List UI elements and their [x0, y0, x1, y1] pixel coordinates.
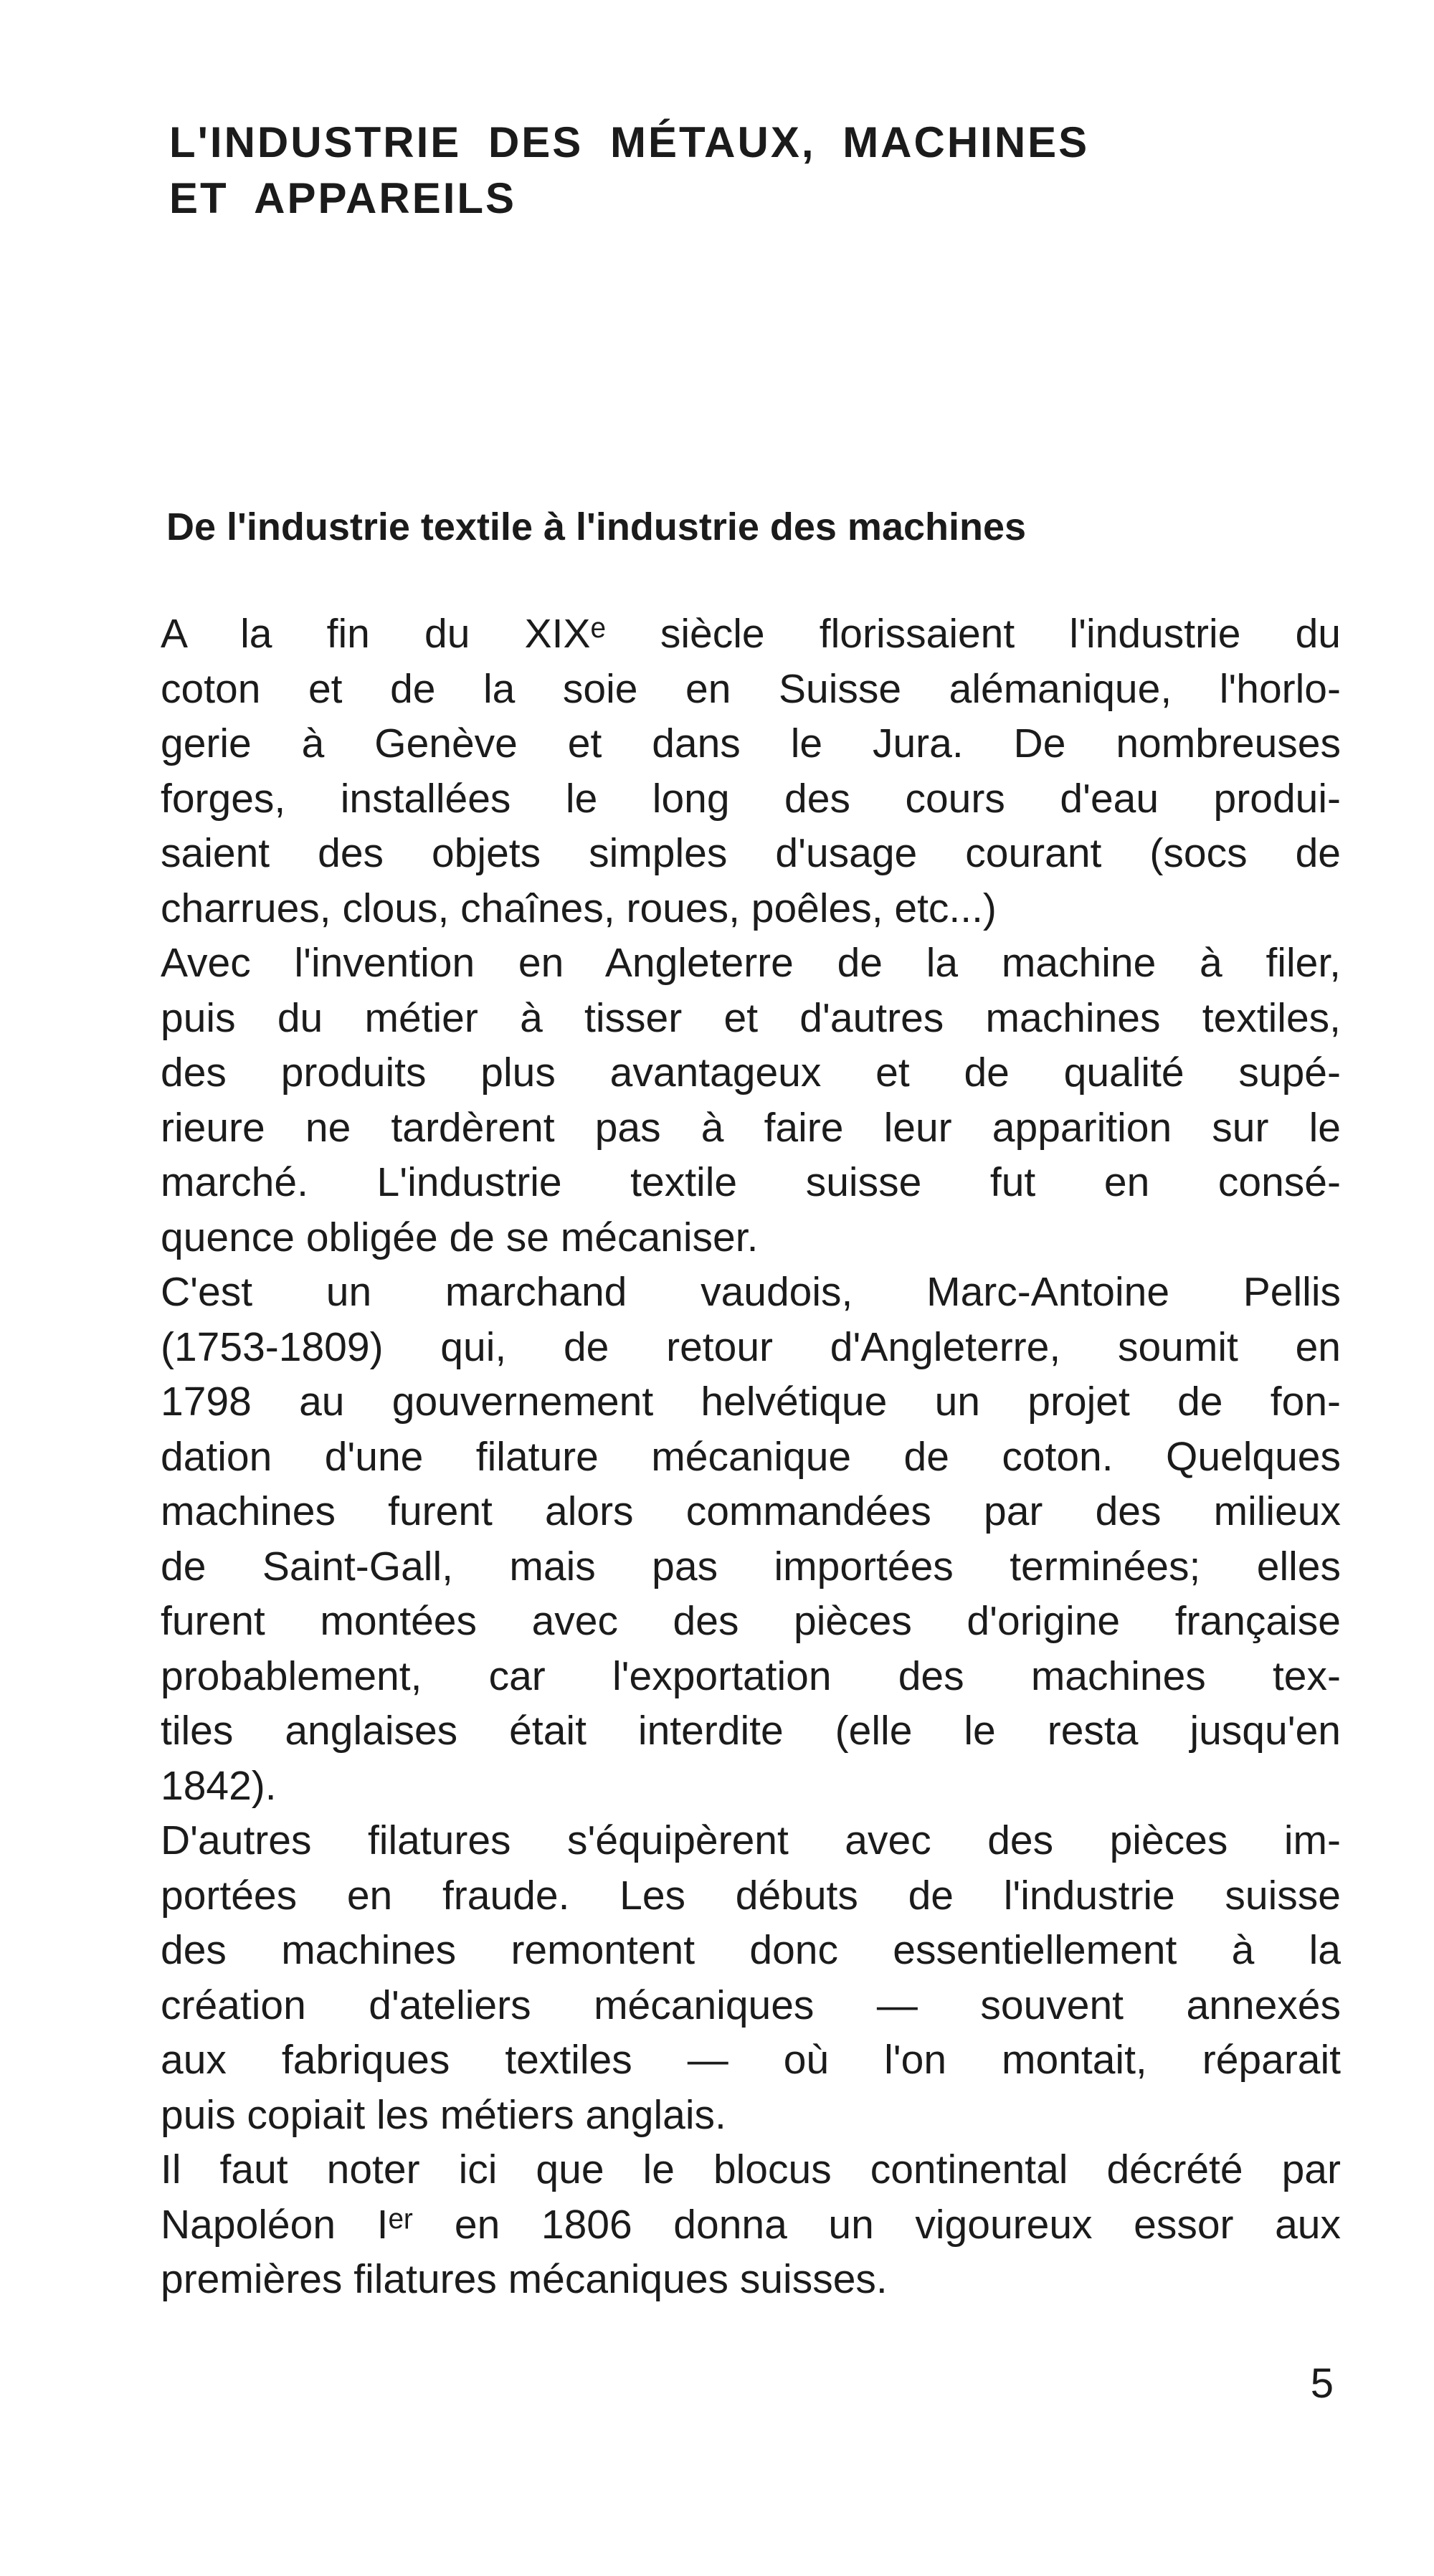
- text-line: machines furent alors commandées par des milieux: [161, 1488, 1341, 1534]
- text-line: charrues, clous, chaînes, roues, poêles, etc...): [161, 885, 997, 931]
- text-line: C'est un marchand vaudois, Marc-Antoine Pellis: [161, 1269, 1341, 1315]
- text-line: Avec l'invention en Angleterre de la machine à filer,: [161, 940, 1341, 986]
- chapter-title: [169, 115, 1173, 227]
- chapter-title-line: ET APPAREILS: [169, 174, 517, 222]
- text-line: Il faut noter ici que le blocus continental décrété par: [161, 2147, 1341, 2192]
- text-line: création d'ateliers mécaniques — souvent annexés: [161, 1982, 1341, 2028]
- text-line: des produits plus avantageux et de qualité supé-: [161, 1050, 1341, 1095]
- text-line: quence obligée de se mécaniser.: [161, 1214, 759, 1260]
- text-line: A la fin du XIXᵉ siècle florissaient l'industrie du: [161, 611, 1341, 657]
- text-line: marché. L'industrie textile suisse fut en consé-: [161, 1159, 1341, 1205]
- paragraph: [161, 2142, 1341, 2307]
- text-line: puis du métier à tisser et d'autres machines textiles,: [161, 994, 1341, 1041]
- text-line: puis copiait les métiers anglais.: [161, 2091, 726, 2138]
- text-line: de Saint-Gall, mais pas importées terminées; elles: [161, 1543, 1341, 1589]
- text-line: 1842).: [161, 1762, 277, 1809]
- page-number: 5: [1310, 2360, 1334, 2407]
- text-line: tiles anglaises était interdite (elle le resta jusqu'en: [161, 1708, 1341, 1754]
- text-line: probablement, car l'exportation des machines tex-: [161, 1653, 1341, 1699]
- text-line: des machines remontent donc essentiellement à la: [161, 1927, 1341, 1973]
- chapter-title-line: L'INDUSTRIE DES MÉTAUX, MACHINES: [169, 118, 1090, 166]
- body-text: [161, 607, 1341, 2307]
- text-line: portées en fraude. Les débuts de l'industrie suisse: [161, 1872, 1341, 1919]
- paragraph: [161, 936, 1341, 1265]
- text-line: 1798 au gouvernement helvétique un projet de fon-: [161, 1379, 1341, 1425]
- text-line: forges, installées le long des cours d'eau produi-: [161, 775, 1341, 822]
- text-line: Napoléon Iᵉʳ en 1806 donna un vigoureux essor aux: [161, 2201, 1341, 2248]
- text-line: premières filatures mécaniques suisses.: [161, 2256, 888, 2302]
- paragraph: [161, 607, 1341, 936]
- text-line: gerie à Genève et dans le Jura. De nombreuses: [161, 721, 1341, 766]
- section-title: De l'industrie textile à l'industrie des machines: [166, 505, 1027, 548]
- paragraph: [161, 1265, 1341, 1813]
- paragraph: [161, 1813, 1341, 2142]
- text-line: aux fabriques textiles — où l'on montait, réparait: [161, 2037, 1341, 2083]
- text-line: saient des objets simples d'usage courant (socs de: [161, 830, 1341, 876]
- text-line: (1753-1809) qui, de retour d'Angleterre, soumit en: [161, 1323, 1341, 1370]
- text-line: dation d'une filature mécanique de coton. Quelques: [161, 1433, 1341, 1480]
- text-line: rieure ne tardèrent pas à faire leur apparition sur le: [161, 1104, 1341, 1151]
- text-line: coton et de la soie en Suisse alémanique, l'horlo-: [161, 665, 1341, 712]
- text-line: furent montées avec des pièces d'origine française: [161, 1598, 1341, 1644]
- text-line: D'autres filatures s'équipèrent avec des pièces im-: [161, 1817, 1341, 1863]
